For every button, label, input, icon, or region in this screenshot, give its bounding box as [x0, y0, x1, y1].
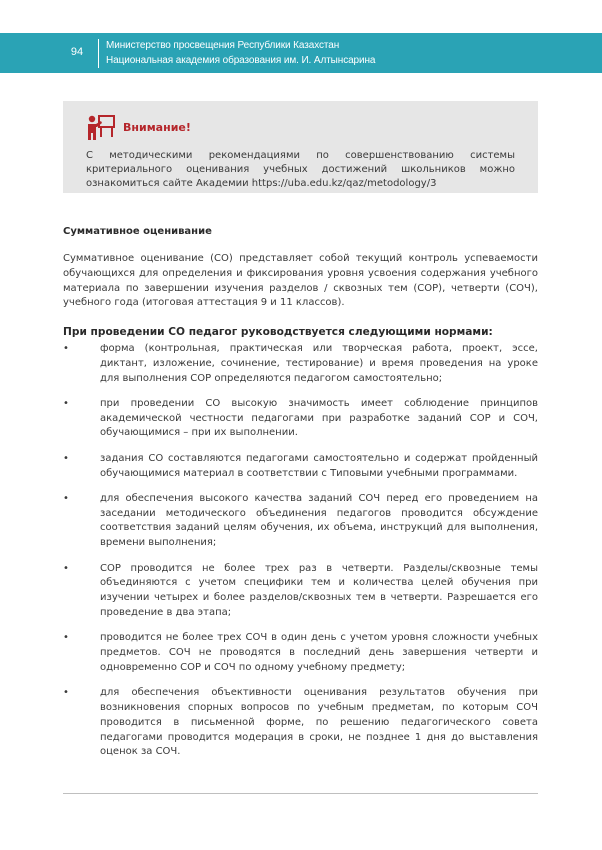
header-academy-line: Национальная академия образования им. И. Алтынсарина [106, 55, 376, 66]
footer-rule [63, 793, 538, 794]
header-ministry-line: Министерство просвещения Республики Казахстан [106, 40, 340, 51]
header-divider [98, 39, 99, 68]
bullet-marker: • [63, 343, 69, 354]
list-item [63, 397, 538, 441]
teacher-at-board-icon [86, 113, 116, 141]
notice-text: С методическими рекомендациями по совершенствованию системы критериального оценивания учебных достижений школьников можно ознакомиться сайте Академии https://uba.edu.kz/qaz/metodology/3 [86, 150, 515, 189]
section-heading: Суммативное оценивание [63, 226, 212, 237]
list-item-text: задания СО составляются педагогами самостоятельно и содержат пройденный обучающимися материал в соответствии с Типовыми учебными программами. [100, 452, 538, 479]
list-item-text: для обеспечения высокого качества заданий СОЧ перед его проведением на заседании методического объединения педагогов проводится обсуждение соответствия заданий целям обучения, их объема, инструкций для выполнения, времени выполнения; [100, 492, 538, 549]
bullet-marker: • [63, 632, 69, 644]
list-item-text: при проведении СО высокую значимость имеет соблюдение принципов академической честности педагогами при разработке заданий СОР и СОЧ, обучающимися – при их выполнении. [100, 397, 538, 439]
list-item-text: СОР проводится не более трех раз в четверти. Разделы/сквозные темы объединяются с учетом специфики тем и количества целей обучения при изучении четырех и более разделов/сквозных тем в четверти. Разрешается его проведение в два этапа; [100, 562, 538, 618]
intro-paragraph: Суммативное оценивание (СО) представляет собой текущий контроль успеваемости обучающихся для определения и фиксирования уровня усвоения содержания учебного материала по завершении изучения разделов / сквозных тем (СОР), четверти (СОЧ), учебного года (итоговая аттестация 9 и 11 классов). [63, 253, 538, 309]
bullet-marker: • [63, 492, 69, 504]
list-item [63, 686, 538, 760]
list-item-text: для обеспечения объективности оценивания результатов обучения при возникновения спорных вопросов по учебным предметам, по которым СОЧ проводится в письменной форме, по решению педагогического совета педагогами проводится модерация в сроки, не позднее 1 дня до выставления оценок за СОЧ. [100, 687, 538, 758]
list-item [63, 562, 538, 621]
list-item [63, 631, 538, 675]
notice-title: Внимание! [123, 121, 191, 134]
list-item [63, 492, 538, 551]
list-item [63, 342, 538, 386]
norms-heading: При проведении СО педагог руководствуется следующими нормами: [63, 326, 493, 338]
bullet-marker: • [63, 397, 69, 409]
header-band [0, 33, 602, 73]
bullet-marker: • [63, 562, 69, 574]
norms-list [63, 342, 538, 760]
bullet-marker: • [63, 687, 69, 699]
list-item [63, 452, 538, 482]
list-item-text: форма (контрольная, практическая или творческая работа, проект, эссе, диктант, изложение, сочинение, тестирование) и время проведения на уроке для выполнения СОР определяются педагогом самостоятельно; [100, 343, 538, 384]
list-item-text: проводится не более трех СОЧ в один день с учетом уровня сложности учебных предметов. СОЧ не проводятся в последний день завершения четверти и одновременно СОР и СОЧ по одному учебному предмету; [100, 632, 538, 673]
bullet-marker: • [63, 452, 69, 464]
page-number: 94 [70, 46, 84, 58]
